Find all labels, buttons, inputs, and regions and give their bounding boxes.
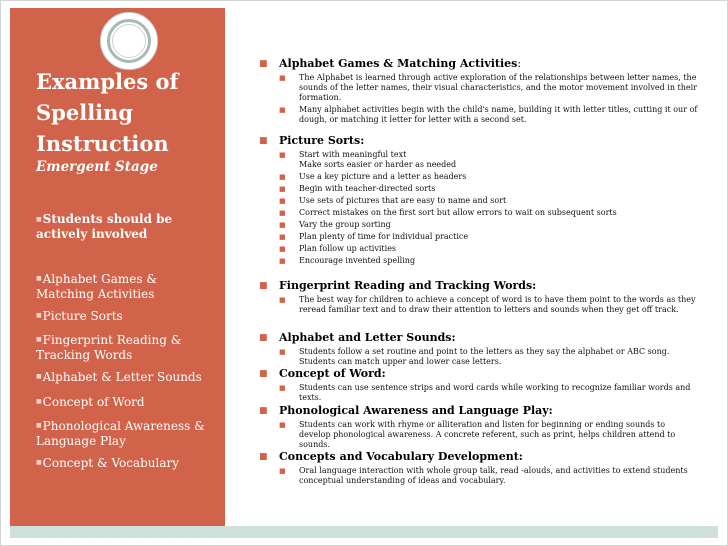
item-bullet-icon: ■	[279, 257, 286, 265]
list-item: ■ Use a key picture and a letter as headers	[279, 172, 467, 181]
list-item: ■ Students can use sentence strips and word cards while working to recognize familiar words and texts.	[279, 383, 691, 402]
item-bullet-icon: ■	[279, 173, 286, 181]
section-picture-sorts	[259, 134, 699, 266]
left-list-item: ■Concept & Vocabulary	[36, 456, 180, 470]
section-heading: ■ Concepts and Vocabulary Development:	[259, 450, 523, 463]
section-heading: ■ Alphabet and Letter Sounds:	[259, 331, 456, 344]
section-heading: ■ Concept of Word:	[259, 367, 386, 380]
item-bullet-icon: ■	[279, 185, 286, 193]
item-bullet-icon: ■	[279, 221, 286, 229]
list-item: ■ Vary the group sorting	[279, 220, 391, 229]
slide-title	[36, 66, 221, 159]
list-item: ■ The Alphabet is learned through active exploration of the relationships between letter names, the sounds of the letter names, their visual characteristics, and the motor movement involved in their formation.	[279, 73, 697, 102]
item-bullet-icon: ■	[279, 245, 286, 253]
item-bullet-icon: ■	[279, 209, 286, 217]
list-item: ■ Students follow a set routine and point to the letters as they say the alphabet or ABC song. Students can match upper and lower case letters.	[279, 347, 670, 366]
left-list-item: ■Phonological Awareness & Language Play	[36, 419, 205, 448]
title-line: Examples of	[36, 69, 179, 94]
small-bullet-icon: ■	[36, 422, 42, 430]
section-heading: ■ Fingerprint Reading and Tracking Words:	[259, 279, 537, 292]
small-bullet-icon: ■	[36, 459, 42, 467]
list-item: ■ Correct mistakes on the first sort but allow errors to wait on subsequent sorts	[279, 208, 617, 217]
section-bullet-icon: ■	[259, 59, 268, 69]
section-alphabet-letter-sounds	[259, 331, 699, 367]
left-list-item: ■Fingerprint Reading & Tracking Words	[36, 333, 182, 362]
list-item: ■ Start with meaningful text Make sorts easier or harder as needed	[279, 150, 457, 169]
section-fingerprint-reading	[259, 279, 699, 315]
item-bullet-icon: ■	[279, 348, 286, 356]
section-heading: ■ Phonological Awareness and Language Play:	[259, 404, 553, 417]
section-bullet-icon: ■	[259, 281, 268, 291]
section-concept-of-word	[259, 367, 699, 403]
left-list-item: ■Alphabet & Letter Sounds	[36, 370, 202, 384]
slide-subtitle: Emergent Stage	[36, 159, 158, 175]
title-line: Instruction	[36, 131, 169, 156]
small-bullet-icon: ■	[36, 275, 42, 283]
list-item: ■ Students can work with rhyme or alliteration and listen for beginning or ending sounds to develop phonological awareness. A concrete referent, such as print, helps children attend to sounds.	[279, 420, 676, 449]
small-bullet-icon: ■	[36, 216, 42, 223]
item-bullet-icon: ■	[279, 467, 286, 475]
item-bullet-icon: ■	[279, 74, 286, 82]
section-bullet-icon: ■	[259, 406, 268, 416]
item-bullet-icon: ■	[279, 151, 286, 159]
section-bullet-icon: ■	[259, 333, 268, 343]
title-line: Spelling	[36, 100, 134, 125]
section-bullet-icon: ■	[259, 136, 268, 146]
left-list-item: ■Concept of Word	[36, 395, 145, 409]
small-bullet-icon: ■	[36, 312, 42, 320]
circle-emblem-icon	[100, 12, 158, 70]
section-concepts-vocabulary	[259, 450, 699, 486]
section-bullet-icon: ■	[259, 452, 268, 462]
item-bullet-icon: ■	[279, 384, 286, 392]
list-item: ■ Encourage invented spelling	[279, 256, 416, 265]
section-alphabet-games	[259, 57, 699, 125]
section-bullet-icon: ■	[259, 369, 268, 379]
item-bullet-icon: ■	[279, 421, 286, 429]
list-item: ■ Oral language interaction with whole group talk, read -alouds, and activities to extend students conceptual understanding of ideas and vocabulary.	[279, 466, 688, 485]
list-item: ■ The best way for children to achieve a concept of word is to have them point to the words as they reread familiar text and to draw their attention to letters and sounds when they get off track.	[279, 295, 696, 314]
list-item: ■ Begin with teacher-directed sorts	[279, 184, 436, 193]
item-bullet-icon: ■	[279, 197, 286, 205]
section-heading: ■ Alphabet Games & Matching Activities:	[259, 57, 522, 70]
item-bullet-icon: ■	[279, 106, 286, 114]
section-heading: ■ Picture Sorts:	[259, 134, 365, 147]
item-bullet-icon: ■	[279, 233, 286, 241]
item-bullet-icon: ■	[279, 296, 286, 304]
list-item: ■ Many alphabet activities begin with the child's name, building it with letter titles, cutting it our of dough, or matching it letter for letter with a second set.	[279, 105, 698, 124]
small-bullet-icon: ■	[36, 373, 42, 381]
small-bullet-icon: ■	[36, 398, 42, 406]
list-item: ■ Plan plenty of time for individual practice	[279, 232, 469, 241]
left-list-item: ■Picture Sorts	[36, 309, 123, 323]
list-item: ■ Plan follow up activities	[279, 244, 397, 253]
section-phonological-awareness	[259, 404, 699, 450]
involved-note: ■Students should be actively involved	[36, 212, 173, 241]
bottom-strip	[10, 526, 718, 538]
left-list-item: ■Alphabet Games & Matching Activities	[36, 272, 158, 301]
list-item: ■ Use sets of pictures that are easy to name and sort	[279, 196, 507, 205]
small-bullet-icon: ■	[36, 336, 42, 344]
